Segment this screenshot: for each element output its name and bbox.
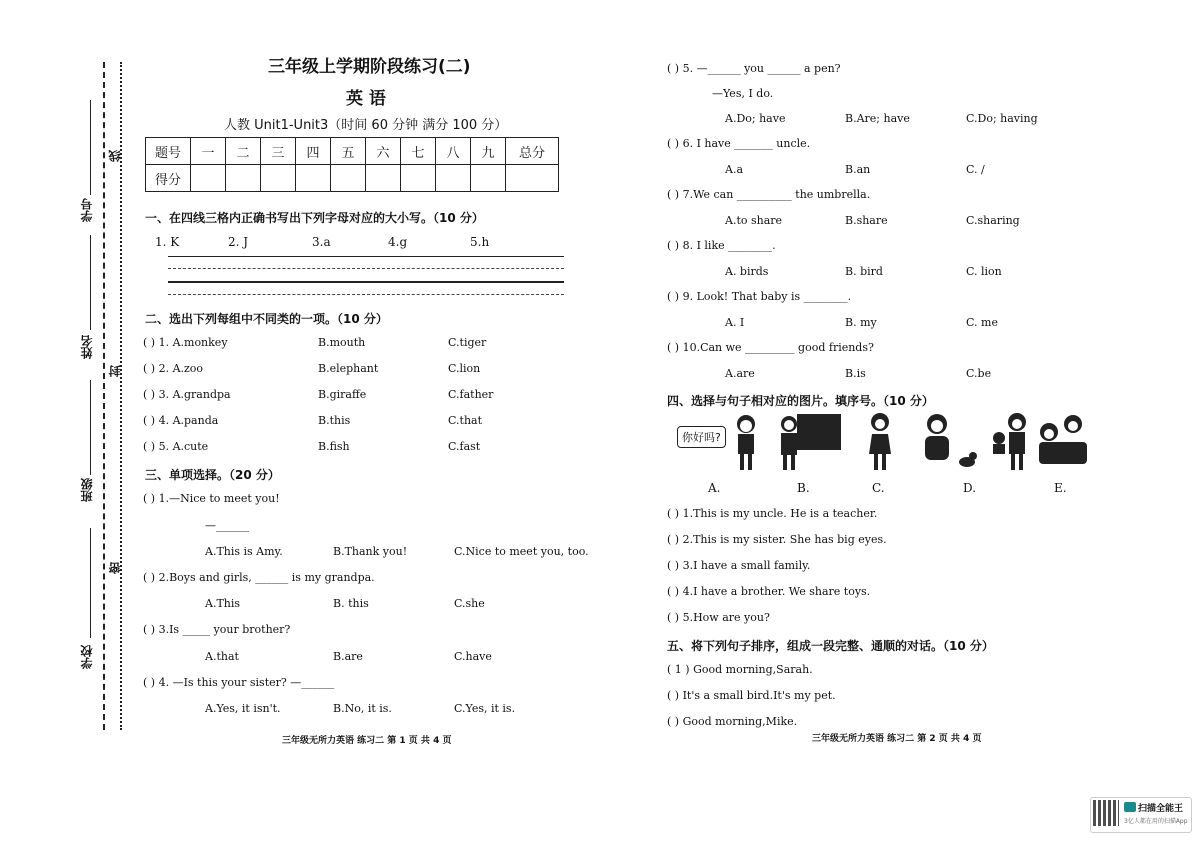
picture-row [675,410,1095,472]
binding-line-inner [120,62,122,730]
picture-label-b: B. [797,481,810,495]
q8-option-b: B. bird [845,265,883,278]
q9-option-a: A. I [725,316,745,329]
q5-option-b: B.Are; have [845,112,910,125]
q10-option-b: B.is [845,367,866,380]
q8-option-c: C. lion [966,265,1002,278]
score-table-score-row [146,165,559,192]
picture-girl-icon [867,412,893,472]
score-header-cell: 七 [401,138,436,165]
sec2-option-b: B.mouth [318,336,366,349]
student-id-label: 学号 [80,198,94,222]
q6-option-c: C. / [966,163,985,176]
score-cell[interactable] [331,165,366,192]
name-label: 姓名 [80,335,94,359]
qr-code-icon [1093,800,1119,826]
sec2-option-a: ( ) 1. A.monkey [143,336,228,349]
score-header-cell: 三 [261,138,296,165]
letter-item: 3.a [312,235,331,249]
question-7: ( ) 7.We can __________ the umbrella. [667,188,871,201]
grid-line [168,256,564,257]
section-2-title: 二、选出下列每组中不同类的一项。（10 分） [145,312,388,326]
class-line[interactable] [90,380,91,475]
dialogue-line: ( 1 ) Good morning,Sarah. [667,663,813,676]
score-header-cell: 题号 [146,138,191,165]
exam-info: 人教 Unit1-Unit3（时间 60 分钟 满分 100 分） [224,118,508,133]
dialogue-line: ( ) It's a small bird.It's my pet. [667,689,836,702]
scanner-logo-icon [1124,802,1136,812]
score-header-cell: 总分 [506,138,559,165]
scanner-subtitle: 3亿人都在用的扫描App [1124,818,1188,825]
picture-teacher-blackboard-icon [775,412,841,472]
binding-mark-mi: 密 [108,562,122,574]
match-item: ( ) 5.How are you? [667,611,770,624]
section-1-title: 一、在四线三格内正确书写出下列字母对应的大小写。（10 分） [145,211,484,225]
score-header-cell: 九 [471,138,506,165]
q7-option-a: A.to share [725,214,783,227]
section-4-title: 四、选择与句子相对应的图片。填序号。（10 分） [667,394,934,408]
name-line[interactable] [90,235,91,330]
question-8: ( ) 8. I like ________. [667,239,776,252]
q8-option-a: A. birds [725,265,769,278]
score-cell[interactable] [471,165,506,192]
q2-option-b: B. this [333,597,369,610]
sec2-option-b: B.this [318,414,351,427]
sec2-option-b: B.elephant [318,362,379,375]
score-header-cell: 六 [366,138,401,165]
sec2-option-a: ( ) 2. A.zoo [143,362,204,375]
question-1-reply: —______ [205,519,249,532]
page-title: 三年级上学期阶段练习(二) [268,57,471,77]
q7-option-c: C.sharing [966,214,1020,227]
score-header-cell: 八 [436,138,471,165]
section-3-title: 三、单项选择。（20 分） [145,468,280,482]
score-cell[interactable] [296,165,331,192]
q9-option-b: B. my [845,316,877,329]
q1-option-a: A.This is Amy. [205,545,283,558]
q3-option-a: A.that [205,650,239,663]
q5-option-a: A.Do; have [725,112,786,125]
class-label: 班级 [80,478,94,502]
q10-option-a: A.are [725,367,755,380]
q4-option-b: B.No, it is. [333,702,392,715]
score-header-cell: 一 [191,138,226,165]
student-id-line[interactable] [90,100,91,195]
q1-option-b: B.Thank you! [333,545,408,558]
score-table [145,137,559,192]
grid-line [168,268,564,269]
letter-item: 4.g [388,235,408,249]
question-10: ( ) 10.Can we _________ good friends? [667,341,874,354]
grid-line [168,281,564,283]
scanner-name: 扫描全能王 [1138,804,1184,814]
school-line[interactable] [90,528,91,638]
binding-mark-xian: 线 [108,150,122,162]
match-item: ( ) 3.I have a small family. [667,559,811,572]
q2-option-c: C.she [454,597,485,610]
q4-option-c: C.Yes, it is. [454,702,516,715]
q3-option-b: B.are [333,650,363,663]
question-3: ( ) 3.Is _____ your brother? [143,623,291,636]
q6-option-b: B.an [845,163,871,176]
sec2-option-b: B.fish [318,440,350,453]
section-5-title: 五、将下列句子排序，组成一段完整、通顺的对话。（10 分） [667,639,994,653]
q7-option-b: B.share [845,214,888,227]
binding-line-outer [103,62,105,730]
score-cell[interactable] [506,165,559,192]
match-item: ( ) 4.I have a brother. We share toys. [667,585,871,598]
dialogue-line: ( ) Good morning,Mike. [667,715,798,728]
speech-bubble: 你好吗? [677,426,726,448]
question-6: ( ) 6. I have _______ uncle. [667,137,811,150]
question-5-reply: —Yes, I do. [712,87,774,100]
sec2-option-b: B.giraffe [318,388,367,401]
picture-family-group-icon [1035,412,1091,472]
q1-option-c: C.Nice to meet you, too. [454,545,589,558]
grid-line [168,294,564,295]
sec2-option-a: ( ) 5. A.cute [143,440,209,453]
q2-option-a: A.This [205,597,241,610]
sec2-option-a: ( ) 3. A.grandpa [143,388,231,401]
picture-label-c: C. [872,481,885,495]
picture-label-a: A. [708,481,721,495]
sec2-option-c: C.fast [448,440,481,453]
school-label: 学校 [80,645,94,669]
footer-right: 三年级无所力英语 练习二 第 2 页 共 4 页 [812,734,982,744]
score-cell[interactable] [191,165,226,192]
sec2-option-c: C.that [448,414,483,427]
question-9: ( ) 9. Look! That baby is ________. [667,290,852,303]
score-table-header-row [146,138,559,165]
picture-family-with-pet-icon [921,412,981,472]
score-cell[interactable] [261,165,296,192]
q9-option-c: C. me [966,316,998,329]
subject-title: 英 语 [346,89,386,109]
letter-item: 2. J [228,235,249,249]
picture-label-e: E. [1054,481,1067,495]
score-cell[interactable] [401,165,436,192]
score-header-cell: 二 [226,138,261,165]
score-row-label: 得分 [146,165,191,192]
sec2-option-c: C.father [448,388,494,401]
q3-option-c: C.have [454,650,492,663]
sec2-option-c: C.lion [448,362,481,375]
q10-option-c: C.be [966,367,992,380]
picture-label-d: D. [963,481,977,495]
picture-brothers-toys-icon [989,412,1033,472]
letter-item: 1. K [155,235,180,249]
question-2: ( ) 2.Boys and girls, ______ is my grandpa. [143,571,375,584]
question-4: ( ) 4. —Is this your sister? —______ [143,676,335,689]
question-5: ( ) 5. —______ you ______ a pen? [667,62,841,75]
picture-boy-greeting-icon [731,412,761,472]
sec2-option-a: ( ) 4. A.panda [143,414,219,427]
q6-option-a: A.a [725,163,743,176]
question-1: ( ) 1.—Nice to meet you! [143,492,280,505]
score-cell[interactable] [226,165,261,192]
score-cell[interactable] [436,165,471,192]
score-cell[interactable] [366,165,401,192]
score-header-cell: 四 [296,138,331,165]
score-header-cell: 五 [331,138,366,165]
q4-option-a: A.Yes, it isn't. [205,702,281,715]
footer-left: 三年级无所力英语 练习二 第 1 页 共 4 页 [282,736,452,746]
q5-option-c: C.Do; having [966,112,1038,125]
match-item: ( ) 2.This is my sister. She has big eyes. [667,533,887,546]
sec2-option-c: C.tiger [448,336,487,349]
binding-mark-feng: 封 [108,365,122,377]
match-item: ( ) 1.This is my uncle. He is a teacher. [667,507,878,520]
letter-item: 5.h [470,235,490,249]
